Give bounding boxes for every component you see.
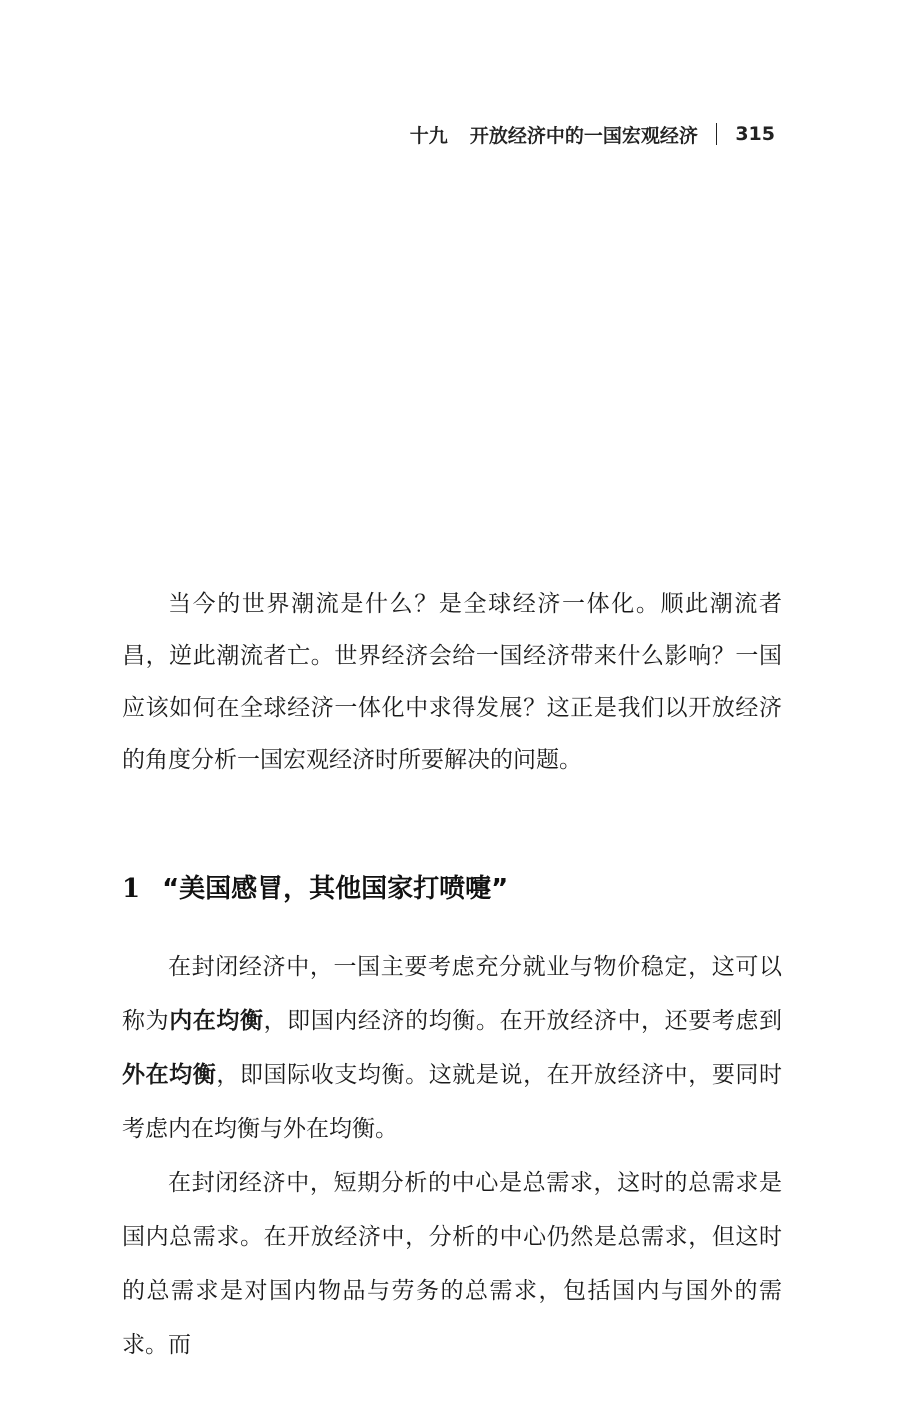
body-paragraph-1: [122, 940, 782, 1156]
header-separator: [716, 123, 718, 145]
section-body: [122, 940, 782, 1372]
section-heading: [122, 868, 508, 905]
p1-text-a: 在封闭经济中，一国主要考虑充分就业与物价稳定，这可以称为: [122, 954, 782, 1034]
body-paragraph-2: 在封闭经济中，短期分析的中心是总需求，这时的总需求是国内总需求。在开放经济中，分析的中心仍然是总需求，但这时的总需求是对国内物品与劳务的总需求，包括国内与国外的需求。而: [122, 1170, 782, 1358]
term-external-balance: 外在均衡: [122, 1062, 217, 1088]
section-number: 1: [122, 874, 141, 904]
chapter-title: 开放经济中的一国宏观经济: [469, 124, 698, 147]
p1-text-c: ，即国际收支均衡。这就是说，在开放经济中，要同时考虑内在均衡与外在均衡。: [122, 1062, 783, 1142]
intro-paragraph: 当今的世界潮流是什么？是全球经济一体化。顺此潮流者昌，逆此潮流者亡。世界经济会给一国经济带来什么影响？一国应该如何在全球经济一体化中求得发展？这正是我们以开放经济的角度分析一国宏观经济时所要解决的问题。: [122, 591, 782, 773]
running-header: [410, 118, 775, 150]
chapter-number: 十九: [409, 124, 448, 147]
term-internal-balance: 内在均衡: [169, 1008, 264, 1034]
page-number: 315: [735, 123, 775, 145]
section-title: “美国感冒，其他国家打喷嚏”: [162, 874, 509, 904]
p1-text-b: ，即国内经济的均衡。在开放经济中，还要考虑到: [263, 1008, 783, 1034]
